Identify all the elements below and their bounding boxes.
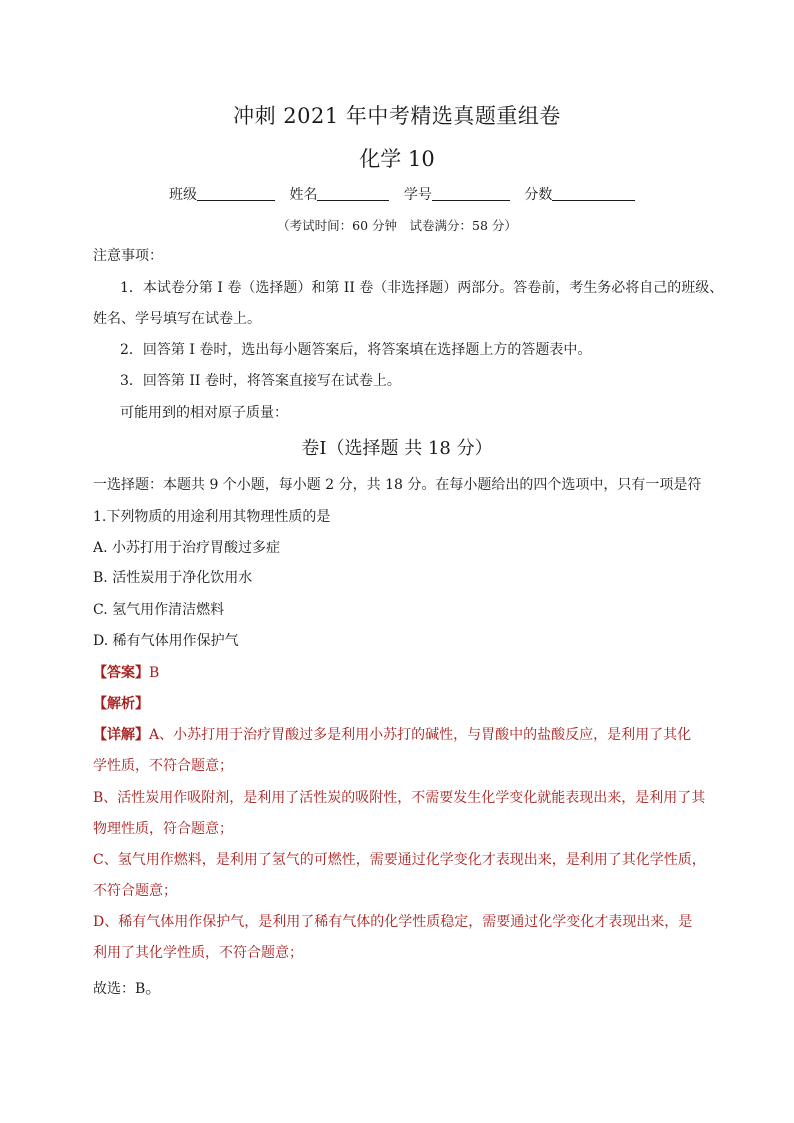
notice-item-1: 1．本试卷分第 I 卷（选择题）和第 II 卷（非选择题）两部分。答卷前，考生务必将自己的班级、 xyxy=(120,280,724,296)
class-field[interactable] xyxy=(197,185,275,201)
detail-d-cont: 利用了其化学性质，不符合题意； xyxy=(93,945,303,961)
option-b: B. 活性炭用于净化饮用水 xyxy=(93,570,253,586)
option-c: C. 氢气用作清洁燃料 xyxy=(93,602,225,618)
number-label: 学号 xyxy=(403,187,432,203)
notice-item-1-cont: 姓名、学号填写在试卷上。 xyxy=(93,311,261,327)
detail-c-cont: 不符合题意； xyxy=(93,883,177,899)
detail-c: C、氢气用作燃料，是利用了氢气的可燃性，需要通过化学变化才表现出来，是利用了其化学性质， xyxy=(93,852,706,868)
answer-line xyxy=(93,664,159,682)
detail-b-cont: 物理性质，符合题意； xyxy=(93,821,233,837)
name-label: 姓名 xyxy=(289,187,318,203)
option-d: D. 稀有气体用作保护气 xyxy=(93,633,239,649)
score-field[interactable] xyxy=(552,185,635,201)
name-field[interactable] xyxy=(317,185,389,201)
exam-title: 冲刺 2021 年中考精选真题重组卷 xyxy=(233,104,561,128)
analysis-line xyxy=(93,695,149,713)
answer-value: B xyxy=(149,665,160,681)
section-instruction: 一选择题：本题共 9 个小题，每小题 2 分，共 18 分。在每小题给出的四个选项中，只有一项是符 xyxy=(93,477,702,493)
class-label: 班级 xyxy=(169,187,197,203)
exam-time-note: （考试时间：60 分钟 试卷满分：58 分） xyxy=(277,218,517,233)
conclusion-text: 故选：B xyxy=(93,981,146,997)
detail-d: D、稀有气体用作保护气，是利用了稀有气体的化学性质稳定，需要通过化学变化才表现出来，是 xyxy=(93,914,693,930)
option-a: A. 小苏打用于治疗胃酸过多症 xyxy=(93,540,281,556)
conclusion-line xyxy=(93,979,161,998)
exam-subtitle: 化学 10 xyxy=(359,147,435,171)
detail-b: B、活性炭用作吸附剂，是利用了活性炭的吸附性，不需要发生化学变化就能表现出来，是利用了其 xyxy=(93,790,706,806)
detail-a-text: A、小苏打用于治疗胃酸过多是利用小苏打的碱性，与胃酸中的盐酸反应，是利用了其化 xyxy=(149,727,692,743)
analysis-label: 【解析】 xyxy=(93,696,149,712)
question-stem: 1.下列物质的用途利用其物理性质的是 xyxy=(93,509,331,525)
notices-heading: 注意事项： xyxy=(93,248,163,264)
conclusion-end: 。 xyxy=(145,978,162,997)
detail-a-cont: 学性质，不符合题意； xyxy=(93,758,233,774)
answer-label: 【答案】 xyxy=(93,665,149,681)
section-heading: 卷Ⅰ（选择题 共 18 分） xyxy=(301,438,493,459)
score-label: 分数 xyxy=(524,187,553,203)
detail-label: 【详解】 xyxy=(93,727,149,743)
notice-item-3: 3．回答第 II 卷时，将答案直接写在试卷上。 xyxy=(120,373,401,389)
student-info-row xyxy=(169,185,635,204)
number-field[interactable] xyxy=(432,185,510,201)
notice-item-2: 2．回答第 I 卷时，选出每小题答案后，将答案填在选择题上方的答题表中。 xyxy=(120,342,592,358)
detail-a xyxy=(93,726,691,744)
atomic-mass-note: 可能用到的相对原子质量： xyxy=(120,405,288,421)
